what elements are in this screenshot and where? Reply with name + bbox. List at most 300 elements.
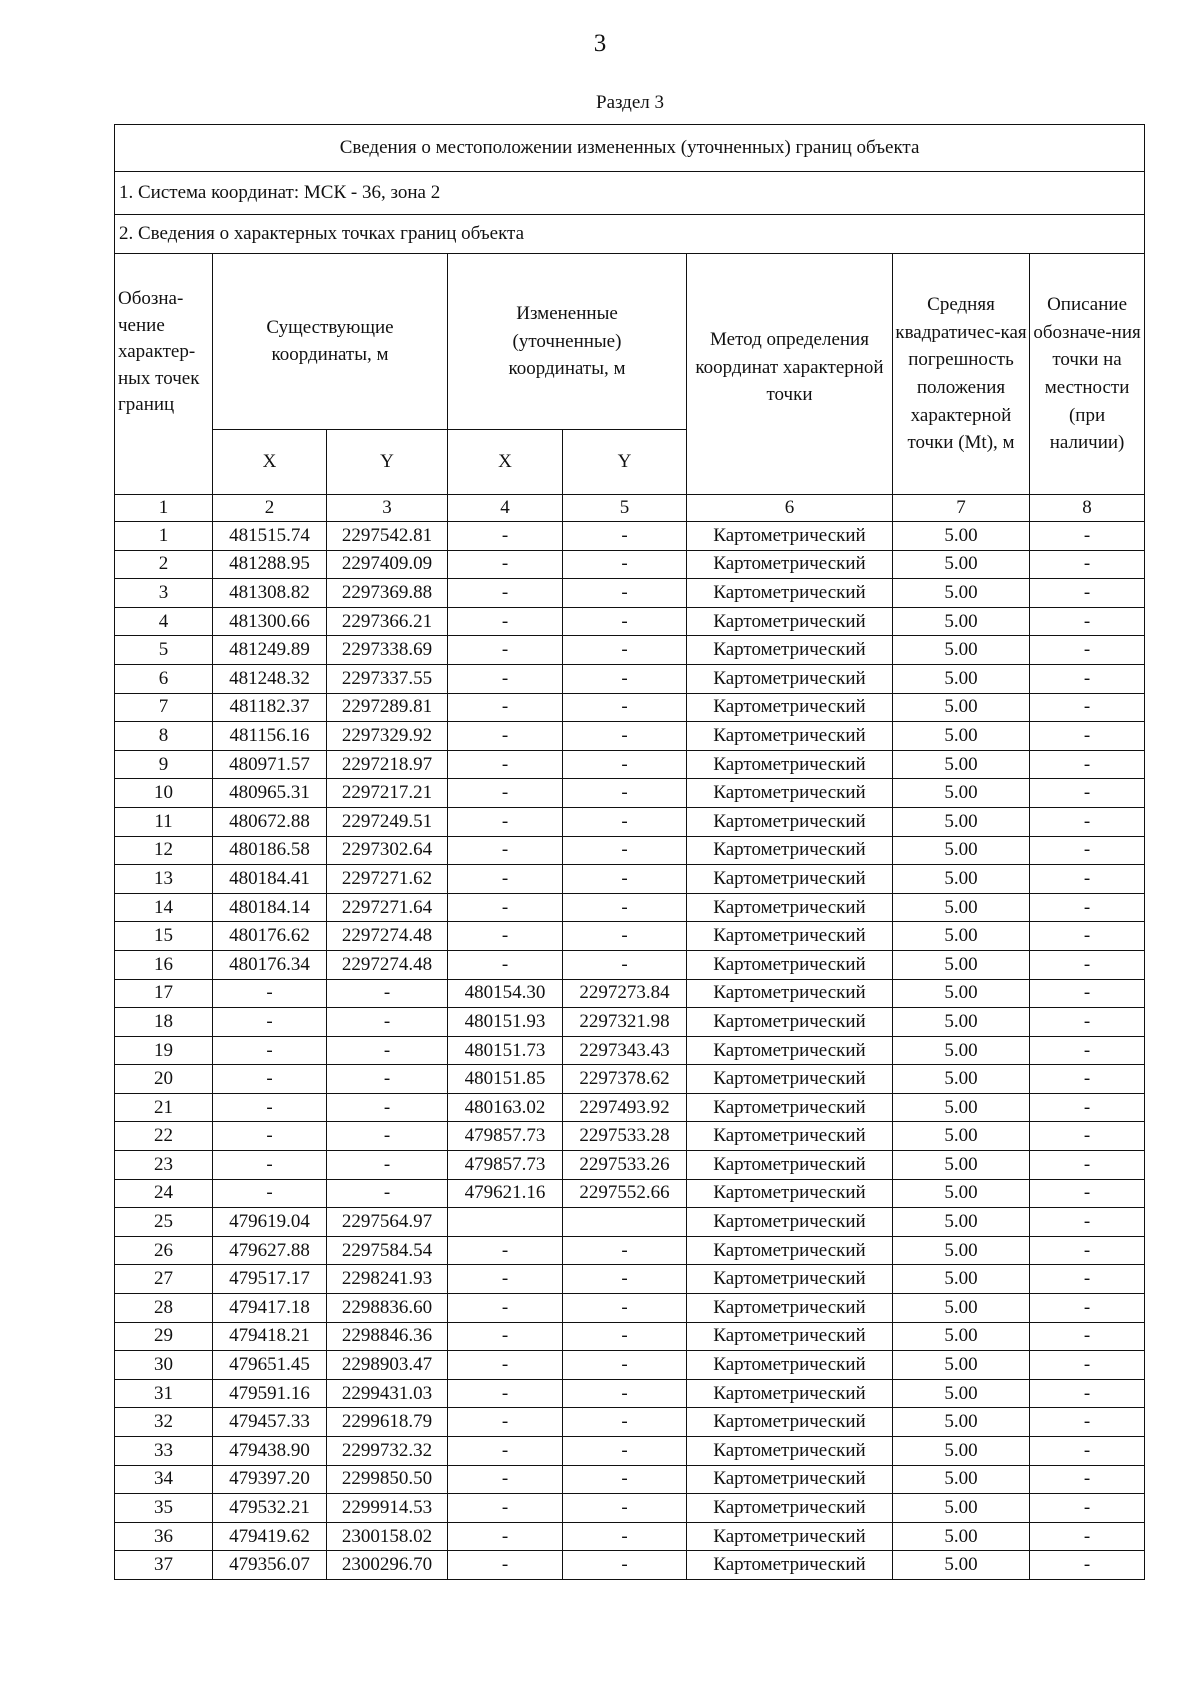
- cell-accuracy: 5.00: [893, 722, 1030, 751]
- cell-existing-x: 479438.90: [213, 1437, 327, 1466]
- cell-point-number: 17: [115, 979, 213, 1008]
- cell-changed-x: -: [448, 779, 563, 808]
- cell-point-number: 10: [115, 779, 213, 808]
- cell-method: Картометрический: [687, 1208, 893, 1237]
- cell-changed-x: [448, 1208, 563, 1237]
- cell-description: -: [1030, 1294, 1145, 1323]
- cell-existing-y: 2298836.60: [327, 1294, 448, 1323]
- cell-changed-x: 480163.02: [448, 1093, 563, 1122]
- cell-method: Картометрический: [687, 807, 893, 836]
- cell-existing-y: 2297218.97: [327, 750, 448, 779]
- table-row: [115, 1437, 1145, 1466]
- cell-description: -: [1030, 1379, 1145, 1408]
- cell-changed-x: -: [448, 1351, 563, 1380]
- cell-method: Картометрический: [687, 607, 893, 636]
- cell-existing-y: 2299618.79: [327, 1408, 448, 1437]
- cell-description: -: [1030, 1179, 1145, 1208]
- cell-accuracy: 5.00: [893, 1122, 1030, 1151]
- table-row: [115, 722, 1145, 751]
- cell-description: -: [1030, 664, 1145, 693]
- table-row: [115, 1122, 1145, 1151]
- table-row: [115, 1322, 1145, 1351]
- cell-description: -: [1030, 1122, 1145, 1151]
- cell-existing-x: 480176.34: [213, 950, 327, 979]
- cell-method: Картометрический: [687, 550, 893, 579]
- cell-changed-y: -: [563, 865, 687, 894]
- cell-accuracy: 5.00: [893, 1551, 1030, 1580]
- cell-method: Картометрический: [687, 522, 893, 551]
- cell-description: -: [1030, 1265, 1145, 1294]
- cell-point-number: 25: [115, 1208, 213, 1237]
- cell-changed-y: -: [563, 664, 687, 693]
- cell-existing-y: 2298846.36: [327, 1322, 448, 1351]
- coordinate-system: 1. Система координат: МСК - 36, зона 2: [115, 172, 1145, 215]
- table-row: [115, 1093, 1145, 1122]
- cell-changed-x: -: [448, 664, 563, 693]
- cell-existing-y: 2298903.47: [327, 1351, 448, 1380]
- cell-existing-x: 479619.04: [213, 1208, 327, 1237]
- cell-existing-y: -: [327, 1036, 448, 1065]
- cell-accuracy: 5.00: [893, 693, 1030, 722]
- cell-existing-y: 2297338.69: [327, 636, 448, 665]
- cell-existing-x: 479627.88: [213, 1236, 327, 1265]
- cell-existing-x: 480176.62: [213, 922, 327, 951]
- cell-changed-y: -: [563, 636, 687, 665]
- cell-method: Картометрический: [687, 1265, 893, 1294]
- cell-existing-y: 2299914.53: [327, 1494, 448, 1523]
- cell-existing-y: 2297584.54: [327, 1236, 448, 1265]
- column-number: 4: [448, 495, 563, 522]
- cell-method: Картометрический: [687, 1494, 893, 1523]
- cell-accuracy: 5.00: [893, 1093, 1030, 1122]
- cell-method: Картометрический: [687, 1151, 893, 1180]
- cell-existing-y: 2299850.50: [327, 1465, 448, 1494]
- cell-changed-y: -: [563, 922, 687, 951]
- cell-changed-y: -: [563, 550, 687, 579]
- table-row: [115, 636, 1145, 665]
- cell-existing-x: -: [213, 1151, 327, 1180]
- cell-point-number: 28: [115, 1294, 213, 1323]
- header-changed-coords: Измененные (уточненные) координаты, м: [448, 254, 687, 430]
- table-row: [115, 522, 1145, 551]
- cell-changed-y: 2297321.98: [563, 1008, 687, 1037]
- cell-existing-y: 2297369.88: [327, 579, 448, 608]
- cell-method: Картометрический: [687, 1093, 893, 1122]
- cell-point-number: 36: [115, 1522, 213, 1551]
- cell-point-number: 13: [115, 865, 213, 894]
- cell-method: Картометрический: [687, 579, 893, 608]
- cell-point-number: 18: [115, 1008, 213, 1037]
- cell-point-number: 11: [115, 807, 213, 836]
- cell-point-number: 23: [115, 1151, 213, 1180]
- column-number: 5: [563, 495, 687, 522]
- table-row: [115, 807, 1145, 836]
- cell-point-number: 30: [115, 1351, 213, 1380]
- cell-changed-x: 479857.73: [448, 1122, 563, 1151]
- cell-changed-x: 480151.85: [448, 1065, 563, 1094]
- cell-changed-x: -: [448, 750, 563, 779]
- header-changed-x: X: [448, 429, 563, 494]
- cell-point-number: 14: [115, 893, 213, 922]
- cell-point-number: 33: [115, 1437, 213, 1466]
- table-row: [115, 750, 1145, 779]
- cell-existing-x: 480672.88: [213, 807, 327, 836]
- table-row: [115, 550, 1145, 579]
- cell-description: -: [1030, 693, 1145, 722]
- cell-accuracy: 5.00: [893, 1294, 1030, 1323]
- cell-changed-y: -: [563, 836, 687, 865]
- cell-method: Картометрический: [687, 722, 893, 751]
- cell-existing-y: -: [327, 1065, 448, 1094]
- cell-changed-x: 480154.30: [448, 979, 563, 1008]
- cell-method: Картометрический: [687, 893, 893, 922]
- table-row: [115, 836, 1145, 865]
- cell-existing-x: 479418.21: [213, 1322, 327, 1351]
- cell-changed-x: 480151.73: [448, 1036, 563, 1065]
- cell-point-number: 21: [115, 1093, 213, 1122]
- cell-changed-y: -: [563, 693, 687, 722]
- cell-existing-y: -: [327, 1122, 448, 1151]
- cell-accuracy: 5.00: [893, 1437, 1030, 1466]
- cell-changed-x: -: [448, 522, 563, 551]
- cell-description: -: [1030, 1551, 1145, 1580]
- cell-changed-y: 2297378.62: [563, 1065, 687, 1094]
- cell-point-number: 34: [115, 1465, 213, 1494]
- cell-accuracy: 5.00: [893, 836, 1030, 865]
- cell-existing-x: 481308.82: [213, 579, 327, 608]
- cell-accuracy: 5.00: [893, 1522, 1030, 1551]
- cell-existing-x: 480184.14: [213, 893, 327, 922]
- cell-existing-x: 480184.41: [213, 865, 327, 894]
- table-row: [115, 1379, 1145, 1408]
- cell-point-number: 24: [115, 1179, 213, 1208]
- cell-existing-x: 480186.58: [213, 836, 327, 865]
- table-row: [115, 1265, 1145, 1294]
- cell-existing-x: 479419.62: [213, 1522, 327, 1551]
- cell-changed-y: 2297533.28: [563, 1122, 687, 1151]
- cell-description: -: [1030, 1065, 1145, 1094]
- cell-changed-y: 2297493.92: [563, 1093, 687, 1122]
- table-row: [115, 1465, 1145, 1494]
- cell-existing-y: 2297289.81: [327, 693, 448, 722]
- table-row: [115, 1494, 1145, 1523]
- page-number: 3: [593, 30, 607, 57]
- cell-point-number: 3: [115, 579, 213, 608]
- cell-changed-y: -: [563, 1465, 687, 1494]
- cell-accuracy: 5.00: [893, 1208, 1030, 1237]
- cell-accuracy: 5.00: [893, 750, 1030, 779]
- cell-accuracy: 5.00: [893, 950, 1030, 979]
- cell-changed-y: -: [563, 1265, 687, 1294]
- cell-description: -: [1030, 836, 1145, 865]
- cell-description: -: [1030, 636, 1145, 665]
- table-row: [115, 779, 1145, 808]
- cell-existing-x: -: [213, 1093, 327, 1122]
- cell-accuracy: 5.00: [893, 893, 1030, 922]
- cell-method: Картометрический: [687, 922, 893, 951]
- cell-method: Картометрический: [687, 1008, 893, 1037]
- cell-accuracy: 5.00: [893, 1065, 1030, 1094]
- cell-method: Картометрический: [687, 1465, 893, 1494]
- cell-changed-y: -: [563, 1437, 687, 1466]
- cell-method: Картометрический: [687, 1236, 893, 1265]
- column-number: 7: [893, 495, 1030, 522]
- cell-existing-y: 2297249.51: [327, 807, 448, 836]
- table-row: [115, 1065, 1145, 1094]
- cell-changed-x: -: [448, 893, 563, 922]
- cell-existing-x: -: [213, 1008, 327, 1037]
- cell-existing-y: 2297329.92: [327, 722, 448, 751]
- cell-accuracy: 5.00: [893, 1036, 1030, 1065]
- cell-changed-x: -: [448, 807, 563, 836]
- points-caption: 2. Сведения о характерных точках границ объекта: [115, 215, 1145, 254]
- column-number: 2: [213, 495, 327, 522]
- cell-changed-x: -: [448, 1465, 563, 1494]
- cell-existing-x: 479591.16: [213, 1379, 327, 1408]
- cell-changed-x: -: [448, 607, 563, 636]
- cell-changed-y: -: [563, 1322, 687, 1351]
- cell-changed-x: -: [448, 950, 563, 979]
- cell-description: -: [1030, 1236, 1145, 1265]
- column-number: 1: [115, 495, 213, 522]
- table-row: [115, 693, 1145, 722]
- cell-existing-y: 2298241.93: [327, 1265, 448, 1294]
- cell-point-number: 31: [115, 1379, 213, 1408]
- cell-accuracy: 5.00: [893, 1322, 1030, 1351]
- table-row: [115, 1351, 1145, 1380]
- header-description: Описание обозначе-ния точки на местности (при наличии): [1030, 254, 1145, 495]
- cell-existing-y: 2297274.48: [327, 922, 448, 951]
- boundary-points-table: [114, 124, 1145, 1580]
- cell-accuracy: 5.00: [893, 779, 1030, 808]
- cell-method: Картометрический: [687, 1179, 893, 1208]
- cell-point-number: 16: [115, 950, 213, 979]
- cell-existing-y: 2299431.03: [327, 1379, 448, 1408]
- cell-changed-x: -: [448, 1551, 563, 1580]
- table-row: [115, 1179, 1145, 1208]
- cell-method: Картометрический: [687, 1294, 893, 1323]
- table-row: [115, 607, 1145, 636]
- cell-changed-y: -: [563, 1236, 687, 1265]
- cell-changed-y: -: [563, 779, 687, 808]
- cell-description: -: [1030, 779, 1145, 808]
- cell-point-number: 12: [115, 836, 213, 865]
- cell-point-number: 20: [115, 1065, 213, 1094]
- cell-accuracy: 5.00: [893, 1236, 1030, 1265]
- cell-changed-y: -: [563, 522, 687, 551]
- cell-changed-y: -: [563, 950, 687, 979]
- cell-changed-y: -: [563, 1379, 687, 1408]
- cell-existing-x: 479417.18: [213, 1294, 327, 1323]
- table-row: [115, 893, 1145, 922]
- cell-method: Картометрический: [687, 636, 893, 665]
- cell-changed-x: -: [448, 1236, 563, 1265]
- cell-existing-y: 2297564.97: [327, 1208, 448, 1237]
- cell-existing-x: 479517.17: [213, 1265, 327, 1294]
- table-row: [115, 1551, 1145, 1580]
- cell-changed-x: -: [448, 1379, 563, 1408]
- cell-method: Картометрический: [687, 865, 893, 894]
- cell-existing-y: 2300158.02: [327, 1522, 448, 1551]
- header-changed-y: Y: [563, 429, 687, 494]
- cell-changed-y: -: [563, 722, 687, 751]
- header-method: Метод определения координат характерной точки: [687, 254, 893, 495]
- cell-method: Картометрический: [687, 950, 893, 979]
- cell-existing-y: 2297302.64: [327, 836, 448, 865]
- cell-point-number: 4: [115, 607, 213, 636]
- cell-existing-y: -: [327, 1093, 448, 1122]
- cell-description: -: [1030, 1208, 1145, 1237]
- table-row: [115, 1236, 1145, 1265]
- cell-changed-x: -: [448, 1294, 563, 1323]
- cell-accuracy: 5.00: [893, 664, 1030, 693]
- cell-description: -: [1030, 722, 1145, 751]
- cell-method: Картометрический: [687, 1351, 893, 1380]
- section-title: Раздел 3: [596, 92, 664, 113]
- cell-description: -: [1030, 1093, 1145, 1122]
- cell-point-number: 2: [115, 550, 213, 579]
- cell-changed-x: -: [448, 1522, 563, 1551]
- table-row: [115, 1036, 1145, 1065]
- cell-changed-y: 2297273.84: [563, 979, 687, 1008]
- cell-accuracy: 5.00: [893, 1179, 1030, 1208]
- cell-description: -: [1030, 579, 1145, 608]
- cell-method: Картометрический: [687, 1522, 893, 1551]
- cell-method: Картометрический: [687, 1036, 893, 1065]
- cell-existing-y: 2297217.21: [327, 779, 448, 808]
- cell-existing-x: 481300.66: [213, 607, 327, 636]
- cell-method: Картометрический: [687, 664, 893, 693]
- cell-existing-x: -: [213, 1036, 327, 1065]
- header-point-id: Обозна-чение характер-ных точек границ: [115, 254, 213, 495]
- cell-existing-x: 481515.74: [213, 522, 327, 551]
- cell-point-number: 32: [115, 1408, 213, 1437]
- header-accuracy: Средняя квадратичес-кая погрешность положения характерной точки (Mt), м: [893, 254, 1030, 495]
- table-row: [115, 1294, 1145, 1323]
- cell-accuracy: 5.00: [893, 1465, 1030, 1494]
- cell-changed-y: -: [563, 1551, 687, 1580]
- cell-existing-y: -: [327, 1008, 448, 1037]
- cell-point-number: 29: [115, 1322, 213, 1351]
- table-row: [115, 664, 1145, 693]
- cell-changed-x: -: [448, 865, 563, 894]
- cell-accuracy: 5.00: [893, 636, 1030, 665]
- cell-existing-x: 481182.37: [213, 693, 327, 722]
- cell-accuracy: 5.00: [893, 922, 1030, 951]
- cell-existing-y: 2297274.48: [327, 950, 448, 979]
- table-row: [115, 579, 1145, 608]
- cell-method: Картометрический: [687, 1322, 893, 1351]
- cell-description: -: [1030, 750, 1145, 779]
- header-existing-x: X: [213, 429, 327, 494]
- cell-point-number: 5: [115, 636, 213, 665]
- cell-changed-x: -: [448, 1494, 563, 1523]
- table-title: Сведения о местоположении измененных (уточненных) границ объекта: [115, 125, 1145, 172]
- cell-changed-x: 479621.16: [448, 1179, 563, 1208]
- cell-existing-y: 2297366.21: [327, 607, 448, 636]
- cell-description: -: [1030, 1494, 1145, 1523]
- cell-accuracy: 5.00: [893, 550, 1030, 579]
- cell-existing-x: 481249.89: [213, 636, 327, 665]
- cell-description: -: [1030, 1322, 1145, 1351]
- cell-existing-y: 2299732.32: [327, 1437, 448, 1466]
- cell-description: -: [1030, 1408, 1145, 1437]
- cell-changed-y: -: [563, 607, 687, 636]
- cell-existing-y: -: [327, 1151, 448, 1180]
- cell-changed-y: -: [563, 807, 687, 836]
- cell-changed-x: -: [448, 693, 563, 722]
- cell-existing-y: 2297337.55: [327, 664, 448, 693]
- cell-point-number: 35: [115, 1494, 213, 1523]
- cell-accuracy: 5.00: [893, 1494, 1030, 1523]
- cell-method: Картометрический: [687, 693, 893, 722]
- cell-accuracy: 5.00: [893, 865, 1030, 894]
- cell-existing-y: 2297409.09: [327, 550, 448, 579]
- cell-description: -: [1030, 522, 1145, 551]
- cell-description: -: [1030, 922, 1145, 951]
- cell-existing-y: 2297271.62: [327, 865, 448, 894]
- cell-description: -: [1030, 1151, 1145, 1180]
- cell-description: -: [1030, 807, 1145, 836]
- cell-description: -: [1030, 1437, 1145, 1466]
- cell-changed-x: 480151.93: [448, 1008, 563, 1037]
- cell-existing-y: -: [327, 979, 448, 1008]
- cell-description: -: [1030, 950, 1145, 979]
- cell-changed-x: -: [448, 636, 563, 665]
- cell-changed-y: 2297343.43: [563, 1036, 687, 1065]
- cell-changed-y: -: [563, 893, 687, 922]
- cell-existing-x: -: [213, 1065, 327, 1094]
- cell-method: Картометрический: [687, 750, 893, 779]
- cell-changed-x: -: [448, 1437, 563, 1466]
- cell-changed-x: -: [448, 1322, 563, 1351]
- cell-changed-y: 2297552.66: [563, 1179, 687, 1208]
- cell-existing-x: 479457.33: [213, 1408, 327, 1437]
- cell-description: -: [1030, 893, 1145, 922]
- cell-existing-x: 480965.31: [213, 779, 327, 808]
- cell-changed-x: -: [448, 579, 563, 608]
- cell-method: Картометрический: [687, 1437, 893, 1466]
- cell-existing-x: 479532.21: [213, 1494, 327, 1523]
- cell-method: Картометрический: [687, 979, 893, 1008]
- cell-method: Картометрический: [687, 1551, 893, 1580]
- cell-description: -: [1030, 1465, 1145, 1494]
- table-row: [115, 1151, 1145, 1180]
- cell-changed-y: -: [563, 1494, 687, 1523]
- table-row: [115, 1008, 1145, 1037]
- table-row: [115, 1208, 1145, 1237]
- cell-point-number: 7: [115, 693, 213, 722]
- table-row: [115, 979, 1145, 1008]
- cell-description: -: [1030, 607, 1145, 636]
- cell-changed-y: 2297533.26: [563, 1151, 687, 1180]
- cell-existing-x: -: [213, 1122, 327, 1151]
- header-existing-coords: Существующие координаты, м: [213, 254, 448, 430]
- table-row: [115, 1408, 1145, 1437]
- cell-accuracy: 5.00: [893, 1351, 1030, 1380]
- cell-changed-x: -: [448, 922, 563, 951]
- cell-changed-x: -: [448, 1408, 563, 1437]
- cell-changed-y: -: [563, 1408, 687, 1437]
- cell-existing-x: 481288.95: [213, 550, 327, 579]
- cell-description: -: [1030, 865, 1145, 894]
- cell-point-number: 27: [115, 1265, 213, 1294]
- cell-point-number: 8: [115, 722, 213, 751]
- cell-description: -: [1030, 1351, 1145, 1380]
- cell-method: Картометрический: [687, 1065, 893, 1094]
- cell-accuracy: 5.00: [893, 1408, 1030, 1437]
- cell-existing-y: 2300296.70: [327, 1551, 448, 1580]
